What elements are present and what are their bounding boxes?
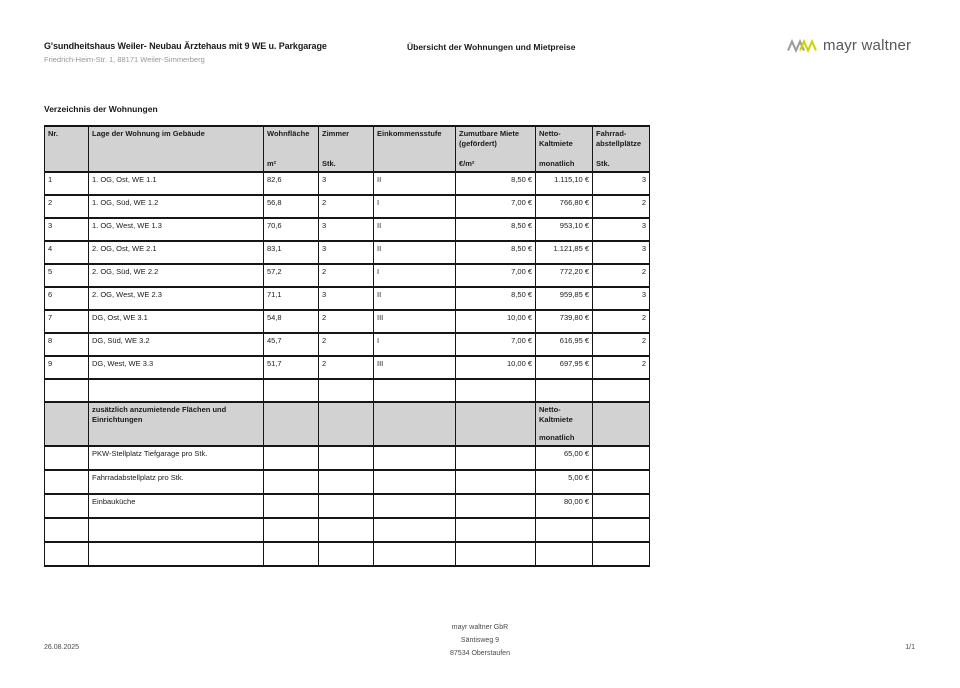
cell-netto-kaltmiete: 697,95 € bbox=[536, 356, 593, 379]
cell-fahrrad: 3 bbox=[593, 172, 650, 195]
cell-zimmer: 3 bbox=[319, 287, 374, 310]
extra-item-label: Fahrradabstellplatz pro Stk. bbox=[89, 470, 264, 494]
cell-netto-kaltmiete: 616,95 € bbox=[536, 333, 593, 356]
logo-text: mayr waltner bbox=[823, 37, 912, 54]
cell-nr: 4 bbox=[45, 241, 89, 264]
column-header-fahrrad: Fahrrad- abstellplätze Stk. bbox=[593, 126, 650, 172]
cell-fahrrad: 3 bbox=[593, 287, 650, 310]
cell-lage: DG, Ost, WE 3.1 bbox=[89, 310, 264, 333]
cell-netto-kaltmiete: 1.121,85 € bbox=[536, 241, 593, 264]
cell-lage: 1. OG, West, WE 1.3 bbox=[89, 218, 264, 241]
empty-cell bbox=[264, 446, 319, 470]
cell-wohnflaeche: 54,8 bbox=[264, 310, 319, 333]
cell-zumutbare-miete: 8,50 € bbox=[456, 172, 536, 195]
cell-fahrrad: 2 bbox=[593, 356, 650, 379]
cell-lage: 2. OG, Süd, WE 2.2 bbox=[89, 264, 264, 287]
cell-einkommensstufe: III bbox=[374, 356, 456, 379]
extra-item-row bbox=[45, 446, 650, 470]
cell-nr: 5 bbox=[45, 264, 89, 287]
cell-wohnflaeche: 70,6 bbox=[264, 218, 319, 241]
logo-zigzag-icon bbox=[787, 39, 817, 53]
empty-cell bbox=[319, 446, 374, 470]
cell-zimmer: 2 bbox=[319, 310, 374, 333]
empty-cell bbox=[456, 494, 536, 518]
project-address: Friedrich-Heim-Str. 1, 88171 Weiler-Simmerberg bbox=[44, 55, 205, 64]
cell-netto-kaltmiete: 1.115,10 € bbox=[536, 172, 593, 195]
document-title: Übersicht der Wohnungen und Mietpreise bbox=[407, 42, 576, 52]
empty-cell bbox=[319, 494, 374, 518]
footer-page-number: 1/1 bbox=[905, 644, 915, 651]
apartment-row bbox=[45, 241, 650, 264]
project-title: G'sundheitshaus Weiler- Neubau Ärztehaus mit 9 WE u. Parkgarage bbox=[44, 41, 327, 51]
empty-cell bbox=[45, 446, 89, 470]
cell-einkommensstufe: II bbox=[374, 218, 456, 241]
apartment-row bbox=[45, 310, 650, 333]
cell-wohnflaeche: 45,7 bbox=[264, 333, 319, 356]
footer-street: Säntisweg 9 bbox=[460, 637, 500, 644]
cell-nr: 3 bbox=[45, 218, 89, 241]
empty-cell bbox=[374, 494, 456, 518]
extra-item-row bbox=[45, 470, 650, 494]
apartments-table bbox=[44, 125, 650, 567]
apartment-row bbox=[45, 333, 650, 356]
cell-netto-kaltmiete: 766,80 € bbox=[536, 195, 593, 218]
cell-fahrrad: 2 bbox=[593, 333, 650, 356]
cell-einkommensstufe: II bbox=[374, 287, 456, 310]
apartment-row bbox=[45, 287, 650, 310]
empty-row bbox=[45, 542, 650, 566]
empty-cell bbox=[319, 470, 374, 494]
cell-fahrrad: 2 bbox=[593, 264, 650, 287]
column-header-zimmer: Zimmer Stk. bbox=[319, 126, 374, 172]
empty-cell bbox=[45, 470, 89, 494]
extra-item-label: Einbauküche bbox=[89, 494, 264, 518]
empty-cell bbox=[264, 494, 319, 518]
apartment-row bbox=[45, 172, 650, 195]
cell-wohnflaeche: 51,7 bbox=[264, 356, 319, 379]
cell-wohnflaeche: 71,1 bbox=[264, 287, 319, 310]
cell-einkommensstufe: II bbox=[374, 241, 456, 264]
cell-zumutbare-miete: 7,00 € bbox=[456, 333, 536, 356]
cell-wohnflaeche: 83,1 bbox=[264, 241, 319, 264]
empty-cell bbox=[593, 494, 650, 518]
table-header-row bbox=[45, 126, 650, 172]
apartment-row bbox=[45, 264, 650, 287]
cell-nr: 1 bbox=[45, 172, 89, 195]
footer-city: 87534 Oberstaufen bbox=[450, 650, 510, 657]
cell-lage: 1. OG, Süd, WE 1.2 bbox=[89, 195, 264, 218]
cell-fahrrad: 2 bbox=[593, 310, 650, 333]
cell-zimmer: 2 bbox=[319, 264, 374, 287]
cell-einkommensstufe: I bbox=[374, 264, 456, 287]
extras-header-row bbox=[45, 402, 650, 446]
cell-zimmer: 2 bbox=[319, 195, 374, 218]
footer-date: 26.08.2025 bbox=[44, 644, 80, 651]
column-header-netto-kaltmiete: Netto- Kaltmiete monatlich bbox=[536, 126, 593, 172]
cell-fahrrad: 2 bbox=[593, 195, 650, 218]
cell-lage: DG, Süd, WE 3.2 bbox=[89, 333, 264, 356]
cell-einkommensstufe: I bbox=[374, 195, 456, 218]
extra-item-price: 80,00 € bbox=[536, 494, 593, 518]
apartment-row bbox=[45, 218, 650, 241]
cell-nr: 8 bbox=[45, 333, 89, 356]
empty-row bbox=[45, 518, 650, 542]
cell-zimmer: 3 bbox=[319, 241, 374, 264]
cell-wohnflaeche: 56,8 bbox=[264, 195, 319, 218]
cell-einkommensstufe: III bbox=[374, 310, 456, 333]
empty-cell bbox=[593, 470, 650, 494]
cell-wohnflaeche: 57,2 bbox=[264, 264, 319, 287]
cell-netto-kaltmiete: 739,80 € bbox=[536, 310, 593, 333]
cell-nr: 2 bbox=[45, 195, 89, 218]
company-logo bbox=[787, 37, 911, 54]
extra-item-price: 65,00 € bbox=[536, 446, 593, 470]
cell-einkommensstufe: I bbox=[374, 333, 456, 356]
empty-cell bbox=[456, 470, 536, 494]
cell-zumutbare-miete: 10,00 € bbox=[456, 356, 536, 379]
extras-title-cell: zusätzlich anzumietende Flächen und Einrichtungen bbox=[89, 402, 264, 446]
cell-nr: 6 bbox=[45, 287, 89, 310]
column-header-nr: Nr. bbox=[45, 126, 89, 172]
cell-zimmer: 2 bbox=[319, 356, 374, 379]
cell-zumutbare-miete: 10,00 € bbox=[456, 310, 536, 333]
extra-item-price: 5,00 € bbox=[536, 470, 593, 494]
cell-lage: 1. OG, Ost, WE 1.1 bbox=[89, 172, 264, 195]
extra-item-label: PKW-Stellplatz Tiefgarage pro Stk. bbox=[89, 446, 264, 470]
cell-zimmer: 3 bbox=[319, 218, 374, 241]
cell-lage: 2. OG, Ost, WE 2.1 bbox=[89, 241, 264, 264]
cell-wohnflaeche: 82,6 bbox=[264, 172, 319, 195]
empty-cell bbox=[593, 446, 650, 470]
cell-zumutbare-miete: 8,50 € bbox=[456, 241, 536, 264]
cell-netto-kaltmiete: 953,10 € bbox=[536, 218, 593, 241]
cell-fahrrad: 3 bbox=[593, 241, 650, 264]
cell-zumutbare-miete: 8,50 € bbox=[456, 287, 536, 310]
column-header-lage: Lage der Wohnung im Gebäude bbox=[89, 126, 264, 172]
empty-cell bbox=[264, 470, 319, 494]
cell-zumutbare-miete: 8,50 € bbox=[456, 218, 536, 241]
empty-cell bbox=[374, 446, 456, 470]
extra-item-row bbox=[45, 494, 650, 518]
cell-lage: DG, West, WE 3.3 bbox=[89, 356, 264, 379]
column-header-einkommensstufe: Einkommensstufe bbox=[374, 126, 456, 172]
section-title: Verzeichnis der Wohnungen bbox=[44, 104, 158, 114]
cell-lage: 2. OG, West, WE 2.3 bbox=[89, 287, 264, 310]
cell-fahrrad: 3 bbox=[593, 218, 650, 241]
cell-zumutbare-miete: 7,00 € bbox=[456, 264, 536, 287]
cell-netto-kaltmiete: 772,20 € bbox=[536, 264, 593, 287]
blank-row bbox=[45, 379, 650, 402]
apartment-row bbox=[45, 195, 650, 218]
cell-nr: 9 bbox=[45, 356, 89, 379]
cell-netto-kaltmiete: 959,85 € bbox=[536, 287, 593, 310]
empty-cell bbox=[45, 494, 89, 518]
cell-zimmer: 3 bbox=[319, 172, 374, 195]
footer-company-block bbox=[0, 621, 960, 660]
empty-cell bbox=[374, 470, 456, 494]
column-header-zumutbare-miete: Zumutbare Miete (gefördert) €/m² bbox=[456, 126, 536, 172]
extras-netto-header-cell: Netto- Kaltmiete monatlich bbox=[536, 402, 593, 446]
empty-cell bbox=[456, 446, 536, 470]
cell-nr: 7 bbox=[45, 310, 89, 333]
cell-einkommensstufe: II bbox=[374, 172, 456, 195]
cell-zimmer: 2 bbox=[319, 333, 374, 356]
column-header-wohnflaeche: Wohnfläche m² bbox=[264, 126, 319, 172]
apartment-row bbox=[45, 356, 650, 379]
cell-zumutbare-miete: 7,00 € bbox=[456, 195, 536, 218]
footer-company: mayr waltner GbR bbox=[451, 624, 509, 631]
